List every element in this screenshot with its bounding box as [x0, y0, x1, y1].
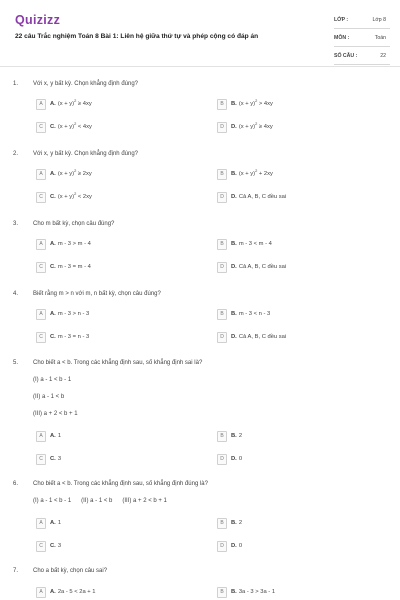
option-text: C. 3 [50, 456, 62, 462]
question-number: 5. [13, 360, 19, 366]
meta-row-grade [334, 14, 390, 29]
option-text: D. Cả A, B, C đều sai [231, 194, 287, 200]
option-letter-box: A [36, 309, 46, 320]
question-text: Cho biết a < b. Trong các khẳng định sau, số khẳng định sai là? [33, 360, 203, 366]
option-letter-box: D [217, 192, 227, 203]
option-text: C. 3 [50, 543, 62, 549]
option-text: C. m - 3 = n - 3 [50, 334, 90, 340]
option-letter-box: A [36, 99, 46, 110]
option-letter-box: A [36, 431, 46, 442]
meta-label: MÔN : [334, 35, 350, 41]
option-letter-box: D [217, 332, 227, 343]
question-number: 2. [13, 151, 19, 157]
option-text: D. 0 [231, 543, 243, 549]
option-text: B. 2 [231, 433, 243, 439]
meta-row-count [334, 50, 390, 65]
worksheet-header [0, 0, 400, 66]
option-letter-box: A [36, 518, 46, 529]
option-letter-box: A [36, 587, 46, 598]
option-text: D. Cả A, B, C đều sai [231, 334, 287, 340]
statement-line: (III) a + 2 < b + 1 [33, 411, 78, 417]
option-letter-box: C [36, 122, 46, 133]
question-text: Với x, y bất kỳ. Chọn khẳng định đúng? [33, 81, 138, 87]
question-number: 4. [13, 291, 19, 297]
statement-line: (II) a - 1 < b [33, 394, 65, 400]
option-letter-box: A [36, 239, 46, 250]
option-letter-box: C [36, 454, 46, 465]
option-text: D. $(x + y)^2 \ge 4xy$ [231, 121, 273, 130]
option-text: D. Cả A, B, C đều sai [231, 264, 287, 270]
statement-line: (I) a - 1 < b - 1 [33, 377, 72, 383]
option-text: A. m - 3 > m - 4 [50, 241, 91, 247]
option-letter-box: B [217, 99, 227, 110]
option-text: B. 3a - 3 > 3a - 1 [231, 589, 276, 595]
question-text: Với x, y bất kỳ. Chọn khẳng định đúng? [33, 151, 138, 157]
worksheet-title: 22 câu Trắc nghiệm Toán 8 Bài 1: Liên hệ giữa thứ tự và phép cộng có đáp án [15, 33, 259, 40]
option-text: B. 2 [231, 520, 243, 526]
option-letter-box: D [217, 262, 227, 273]
option-letter-box: D [217, 122, 227, 133]
option-text: C. $(x + y)^2 < 2xy$ [50, 191, 92, 200]
option-letter-box: C [36, 192, 46, 203]
option-text: A. m - 3 > n - 3 [50, 311, 90, 317]
statement-line: (I) a - 1 < b - 1 (II) a - 1 < b (III) a + 2 < b + 1 [33, 498, 167, 504]
option-text: B. m - 3 < n - 3 [231, 311, 271, 317]
option-letter-box: B [217, 309, 227, 320]
meta-row-subject [334, 32, 390, 47]
meta-value: Lớp 8 [372, 17, 386, 23]
question-number: 3. [13, 221, 19, 227]
quizizz-logo[interactable]: Quizizz [15, 13, 61, 27]
question-number: 7. [13, 568, 19, 574]
option-letter-box: B [217, 239, 227, 250]
option-text: A. $(x + y)^2 \ge 2xy$ [50, 168, 92, 177]
question-text: Cho m bất kỳ, chọn câu đúng? [33, 221, 115, 227]
option-letter-box: D [217, 541, 227, 552]
option-text: B. $(x + y)^2 > 4xy$ [231, 98, 273, 107]
question-text: Cho biết a < b. Trong các khẳng định sau, số khẳng định đúng là? [33, 481, 208, 487]
option-text: D. 0 [231, 456, 243, 462]
option-letter-box: B [217, 518, 227, 529]
meta-value: 22 [380, 53, 386, 59]
option-letter-box: B [217, 587, 227, 598]
question-text: Biết rằng m > n với m, n bất kỳ, chọn câu đúng? [33, 291, 161, 297]
option-letter-box: B [217, 431, 227, 442]
option-letter-box: B [217, 169, 227, 180]
question-text: Cho a bất kỳ, chọn câu sai? [33, 568, 108, 574]
option-text: A. 1 [50, 520, 62, 526]
worksheet-meta [334, 14, 390, 68]
meta-label: LỚP : [334, 17, 349, 23]
option-text: C. m - 3 = m - 4 [50, 264, 91, 270]
question-number: 6. [13, 481, 19, 487]
option-letter-box: C [36, 541, 46, 552]
question-number: 1. [13, 81, 19, 87]
meta-label: SỐ CÂU : [334, 53, 358, 59]
header-divider [0, 66, 400, 67]
option-text: B. m - 3 < m - 4 [231, 241, 272, 247]
option-letter-box: C [36, 332, 46, 343]
option-text: C. $(x + y)^2 < 4xy$ [50, 121, 92, 130]
meta-value: Toán [374, 35, 386, 41]
option-text: A. 1 [50, 433, 62, 439]
option-text: A. $(x + y)^2 \ge 4xy$ [50, 98, 92, 107]
option-letter-box: D [217, 454, 227, 465]
option-letter-box: A [36, 169, 46, 180]
option-text: B. $(x + y)^2 + 2xy$ [231, 168, 273, 177]
option-letter-box: C [36, 262, 46, 273]
option-text: A. 2a - 5 < 2a + 1 [50, 589, 96, 595]
